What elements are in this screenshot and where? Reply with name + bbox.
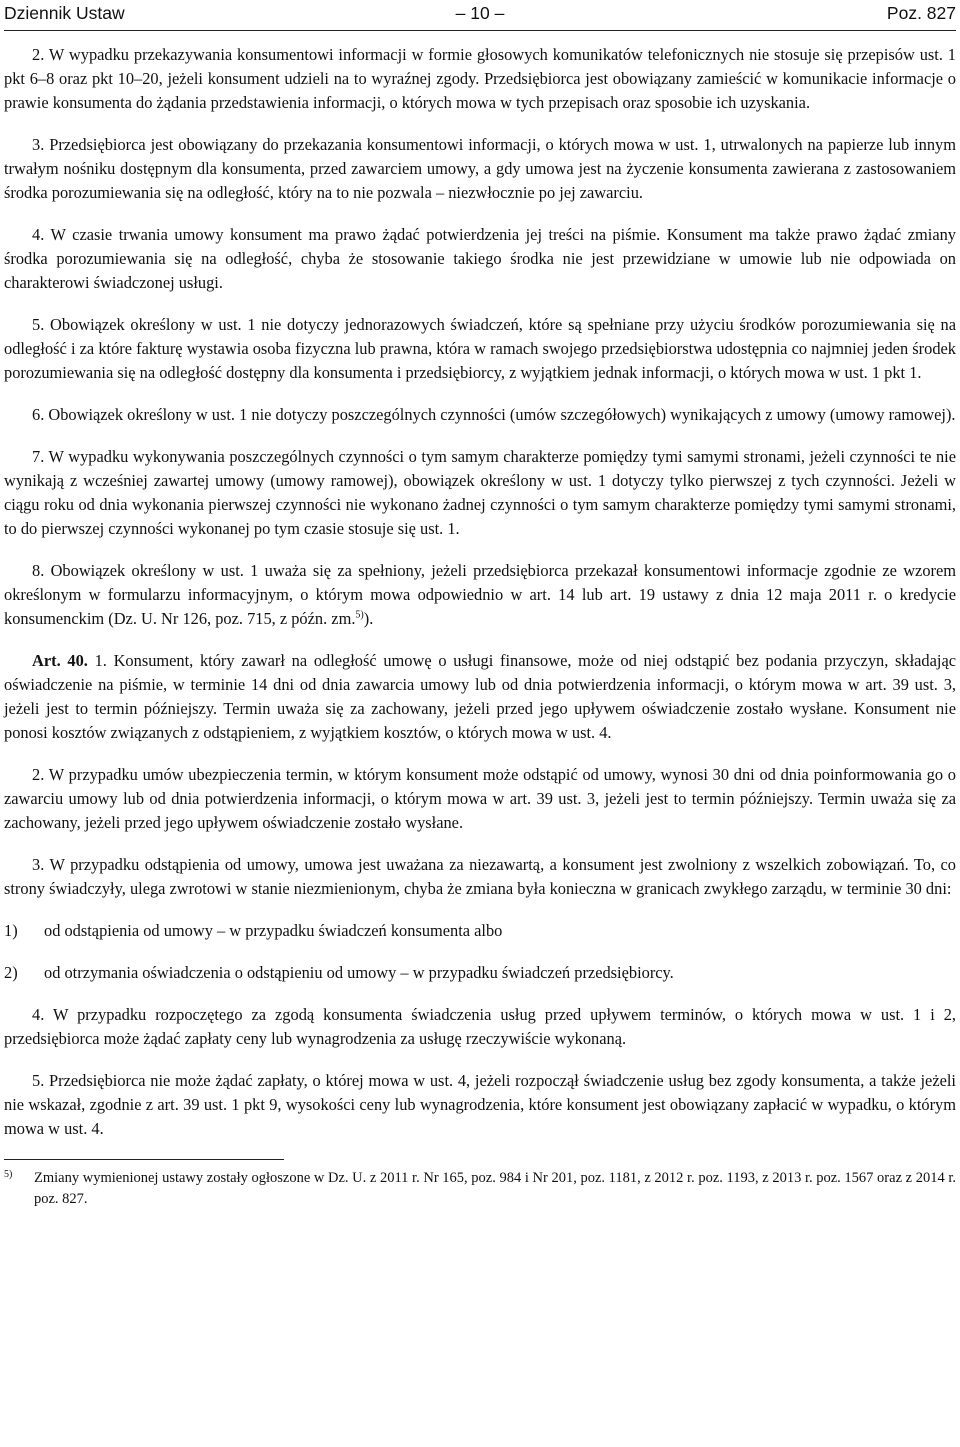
page-header (4, 0, 956, 24)
paragraph-4: 4. W czasie trwania umowy konsument ma prawo żądać potwierdzenia jej treści na piśmie. Konsument ma także prawo żądać zmiany środka porozumiewania się na odległość, chyba że stosowanie takiego środka nie jest przewidziane w umowie lub nie odpowiada on charakterowi świadczonej usługi. (4, 225, 956, 292)
journal-title: Dziennik Ustaw (4, 3, 125, 23)
footnote-mark: 5) (4, 1169, 13, 1180)
article-paragraph-5: 5. Przedsiębiorca nie może żądać zapłaty, o której mowa w ust. 4, jeżeli rozpoczął świadczenie usług bez zgody konsumenta, a także jeżeli nie wskazał, zgodnie z art. 39 ust. 1 pkt 9, wysokości ceny lub wynagrodzenia, które konsument jest obowiązany zapłacić w wypadku, o którym mowa w ust. 4. (4, 1071, 956, 1138)
list-item-number: 2) (4, 963, 18, 982)
article-text: 1. Konsument, który zawarł na odległość umowę o usługi finansowe, może od niej odstąpić bez podania przyczyn, składając oświadczenie na piśmie, w terminie 14 dni od dnia zawarcia umowy lub od dnia potwierdzenia informacji, o którym mowa w art. 39 ust. 3, jeżeli jest to termin późniejszy. Termin uważa się za zachowany, jeżeli przed jego upływem oświadczenie zostało wysłane. Konsument nie ponosi kosztów związanych z odstąpieniem, z wyjątkiem kosztów, o których mowa w ust. 4. (4, 651, 956, 742)
paragraph-5: 5. Obowiązek określony w ust. 1 nie dotyczy jednorazowych świadczeń, które są spełniane przy użyciu środków porozumiewania się na odległość i za które fakturę wystawia osoba fizyczna lub prawna, która w ramach swojego przedsiębiorstwa udostępnia co najmniej jeden środek porozumiewania się na odległość dostępny dla konsumenta i przedsiębiorcy, z wyjątkiem jednak informacji, o których mowa w ust. 1 pkt 1. (4, 315, 956, 382)
list-item-text: od odstąpienia od umowy – w przypadku świadczeń konsumenta albo (44, 921, 503, 940)
article-paragraph-3: 3. W przypadku odstąpienia od umowy, umowa jest uważana za niezawartą, a konsument jest zwolniony z wszelkich zobowiązań. To, co strony świadczyły, ulega zwrotowi w stanie niezmienionym, chyba że zmiana była konieczna w granicach zwykłego zarządu, w terminie 30 dni: (4, 855, 956, 898)
paragraph-8-tail: ). (363, 609, 374, 628)
page-number: – 10 – (455, 3, 505, 23)
footnote (4, 1168, 956, 1210)
list-item (4, 961, 956, 985)
list-item-text: od otrzymania oświadczenia o odstąpieniu od umowy – w przypadku świadczeń przedsiębiorcy. (44, 963, 674, 982)
paragraph-8-text: 8. Obowiązek określony w ust. 1 uważa się za spełniony, jeżeli przedsiębiorca przekazał konsumentowi informacje zgodnie ze wzorem określonym w formularzu informacyjnym, o którym mowa odpowiednio w art. 14 lub art. 19 ustawy z dnia 12 maja 2011 r. o kredycie konsumenckim (Dz. U. Nr 126, poz. 715, z późn. zm. (4, 561, 956, 628)
paragraph-6: 6. Obowiązek określony w ust. 1 nie dotyczy poszczególnych czynności (umów szczegółowych) wynikających z umowy (umowy ramowej). (32, 405, 956, 424)
footnote-text: Zmiany wymienionej ustawy zostały ogłoszone w Dz. U. z 2011 r. Nr 165, poz. 984 i Nr 201, poz. 1181, z 2012 r. poz. 1193, z 2013 r. poz. 1567 oraz z 2014 r. poz. 827. (34, 1170, 956, 1207)
list-item (4, 919, 956, 943)
article-40 (4, 649, 956, 745)
header-divider (4, 30, 956, 31)
paragraph-2: 2. W wypadku przekazywania konsumentowi informacji w formie głosowych komunikatów telefonicznych nie stosuje się przepisów ust. 1 pkt 6–8 oraz pkt 10–20, jeżeli konsument udzieli na to wyraźnej zgody. Przedsiębiorca jest obowiązany zamieścić w komunikacie informacje o prawie konsumenta do żądania przedstawienia informacji, o których mowa w tych przepisach oraz sposobie ich uzyskania. (4, 45, 956, 112)
paragraph-3: 3. Przedsiębiorca jest obowiązany do przekazania konsumentowi informacji, o których mowa w ust. 1, utrwalonych na papierze lub innym trwałym nośniku dostępnym dla konsumenta, przed zawarciem umowy, a gdy umowa jest na życzenie konsumenta zawierana z zastosowaniem środka porozumiewania się na odległość, który na to nie pozwala – niezwłocznie po jej zawarciu. (4, 135, 956, 202)
paragraph-8 (4, 559, 956, 631)
position-number: Poz. 827 (886, 3, 956, 23)
footnote-divider (4, 1159, 284, 1160)
footnote-ref: 5) (355, 609, 364, 621)
list-item-number: 1) (4, 921, 18, 940)
article-label: Art. 40. (32, 651, 88, 670)
paragraph-7: 7. W wypadku wykonywania poszczególnych czynności o tym samym charakterze pomiędzy tymi samymi stronami, jeżeli czynności te nie wynikają z wcześniej zawartej umowy (umowy ramowej), obowiązek określony w ust. 1 dotyczy tylko pierwszej z tych czynności. Jeżeli w ciągu roku od dnia wykonania pierwszej czynności nie wykonano żadnej czynności o tym samym charakterze pomiędzy tymi samymi stronami, to do pierwszej czynności wykonanej po tym czasie stosuje się ust. 1. (4, 447, 956, 538)
article-paragraph-4: 4. W przypadku rozpoczętego za zgodą konsumenta świadczenia usług przed upływem terminów, o których mowa w ust. 1 i 2, przedsiębiorca może żądać zapłaty ceny lub wynagrodzenia za usługę rzeczywiście wykonaną. (4, 1005, 956, 1048)
article-paragraph-2: 2. W przypadku umów ubezpieczenia termin, w którym konsument może odstąpić od umowy, wynosi 30 dni od dnia poinformowania go o zawarciu umowy lub od dnia potwierdzenia informacji, o którym mowa w art. 39 ust. 3, jeżeli jest to termin późniejszy. Termin uważa się za zachowany, jeżeli przed jego upływem oświadczenie zostało wysłane. (4, 765, 956, 832)
document-body (4, 43, 956, 1210)
